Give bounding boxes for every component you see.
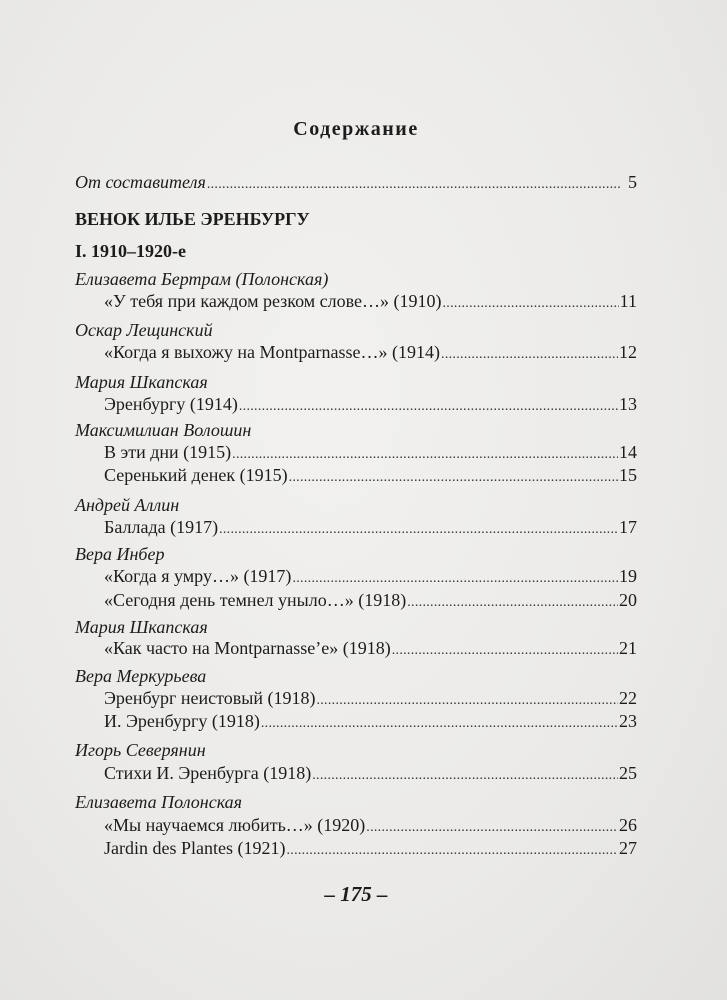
entry-page: 27 [619, 838, 637, 858]
toc-entry [104, 463, 637, 487]
author-name: Вера Инбер [75, 544, 165, 564]
dot-leader [441, 340, 618, 364]
entry-title: Баллада (1917) [104, 517, 219, 537]
toc-entry [104, 392, 637, 416]
entry-title: Jardin des Plantes (1921) [104, 838, 286, 858]
entry-title: Серенький денек (1915) [104, 465, 288, 485]
dot-leader [232, 440, 618, 464]
toc-entry [104, 813, 637, 837]
section-title: I. 1910–1920-е [75, 241, 186, 261]
author-name: Мария Шкапская [75, 372, 208, 392]
dot-leader [261, 709, 618, 733]
entry-page: 5 [628, 172, 637, 192]
dot-leader [289, 463, 618, 487]
toc-entry [104, 340, 637, 364]
author-name: Максимилиан Волошин [75, 420, 252, 440]
dot-leader [239, 392, 618, 416]
toc-entry [104, 686, 637, 710]
dot-leader [207, 170, 627, 194]
entry-title: В эти дни (1915) [104, 442, 232, 462]
entry-page: 21 [619, 638, 637, 658]
entry-title: «Когда я умру…» (1917) [104, 566, 292, 586]
entry-title: Эренбург неистовый (1918) [104, 688, 316, 708]
author-name: Мария Шкапская [75, 617, 208, 637]
entry-page: 22 [619, 688, 637, 708]
entry-title: «Мы научаемся любить…» (1920) [104, 815, 366, 835]
toc-entry [104, 289, 637, 313]
entry-page: 25 [619, 763, 637, 783]
dot-leader [392, 636, 618, 660]
entry-page: 11 [619, 291, 637, 311]
entry-page: 13 [619, 394, 637, 414]
dot-leader [219, 515, 618, 539]
dot-leader [443, 289, 619, 313]
entry-title: Стихи И. Эренбурга (1918) [104, 763, 312, 783]
entry-page: 19 [619, 566, 637, 586]
author-name: Игорь Северянин [75, 740, 206, 760]
dot-leader [286, 836, 618, 860]
toc-entry [104, 636, 637, 660]
author-name: Андрей Аллин [75, 495, 180, 515]
dot-leader [312, 761, 618, 785]
toc-entry [104, 709, 637, 733]
entry-title: «Сегодня день темнел уныло…» (1918) [104, 590, 407, 610]
toc-entry [104, 588, 637, 612]
dot-leader [316, 686, 618, 710]
entry-title: От составителя [75, 172, 206, 192]
entry-title: «Когда я выхожу на Montparnasse…» (1914) [104, 342, 441, 362]
entry-title: Эренбургу (1914) [104, 394, 238, 414]
entry-page: 26 [619, 815, 637, 835]
toc-entry [104, 836, 637, 860]
entry-title: «Как часто на Montparnasse’е» (1918) [104, 638, 391, 658]
toc-entry [104, 761, 637, 785]
entry-page: 17 [619, 517, 637, 537]
page-title: Содержание [293, 118, 419, 140]
entry-page: 12 [619, 342, 637, 362]
toc-entry-intro [75, 170, 637, 194]
dot-leader [407, 588, 618, 612]
dot-leader [366, 813, 618, 837]
entry-page: 20 [619, 590, 637, 610]
author-name: Елизавета Бертрам (Полонская) [75, 269, 329, 289]
author-name: Елизавета Полонская [75, 792, 243, 812]
toc-entry [104, 440, 637, 464]
author-name: Вера Меркурьева [75, 666, 207, 686]
page-number: – 175 – [324, 882, 388, 906]
entry-page: 23 [619, 711, 637, 731]
dot-leader [292, 564, 618, 588]
entry-page: 15 [619, 465, 637, 485]
entry-page: 14 [619, 442, 637, 462]
toc-entry [104, 515, 637, 539]
entry-title: И. Эренбургу (1918) [104, 711, 260, 731]
toc-entry [104, 564, 637, 588]
author-name: Оскар Лещинский [75, 320, 213, 340]
part-title: ВЕНОК ИЛЬЕ ЭРЕНБУРГУ [75, 209, 310, 229]
entry-title: «У тебя при каждом резком слове…» (1910) [104, 291, 442, 311]
